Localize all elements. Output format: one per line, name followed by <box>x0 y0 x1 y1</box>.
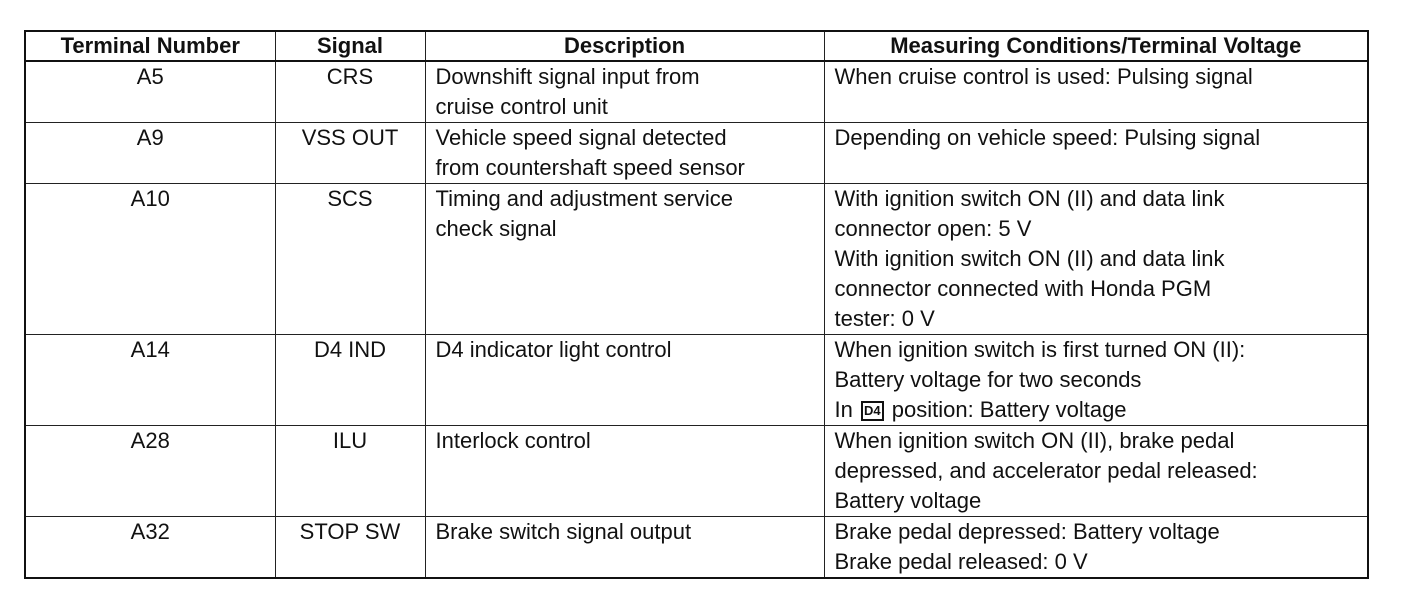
table-row <box>25 184 1368 335</box>
header-description: Description <box>425 31 824 61</box>
measuring-line: connector open: 5 V <box>834 216 1032 241</box>
description-line: from countershaft speed sensor <box>435 155 745 180</box>
signal-cell: CRS <box>275 61 425 123</box>
measuring-cell <box>824 61 1368 123</box>
description-line: D4 indicator light control <box>435 337 672 362</box>
terminal-number-cell: A10 <box>25 184 275 335</box>
measuring-line: Brake pedal released: 0 V <box>834 549 1088 574</box>
description-line: cruise control unit <box>435 94 608 119</box>
terminal-number-cell: A32 <box>25 517 275 579</box>
d4-position-symbol-icon: D4 <box>861 401 884 421</box>
measuring-cell <box>824 426 1368 517</box>
measuring-line: When cruise control is used: Pulsing signal <box>834 64 1253 89</box>
measuring-line-d4 <box>835 395 1358 425</box>
description-line: Interlock control <box>435 428 591 453</box>
measuring-line: Brake pedal depressed: Battery voltage <box>834 519 1220 544</box>
description-cell <box>425 335 824 426</box>
measuring-line: tester: 0 V <box>834 306 935 331</box>
description-cell <box>425 123 824 184</box>
table-row <box>25 123 1368 184</box>
signal-cell: VSS OUT <box>275 123 425 184</box>
measuring-line: connector connected with Honda PGM <box>834 276 1212 301</box>
measuring-line: Depending on vehicle speed: Pulsing signal <box>834 125 1261 150</box>
description-line: Vehicle speed signal detected <box>435 125 727 150</box>
measuring-cell <box>824 123 1368 184</box>
measuring-cell <box>824 335 1368 426</box>
measuring-line: When ignition switch ON (II), brake pedal <box>834 428 1235 453</box>
terminal-number-cell: A14 <box>25 335 275 426</box>
description-line: Downshift signal input from <box>435 64 700 89</box>
measuring-line: Battery voltage <box>834 488 982 513</box>
terminal-number-cell: A9 <box>25 123 275 184</box>
description-cell <box>425 517 824 579</box>
measuring-line: When ignition switch is first turned ON (II): <box>834 337 1246 362</box>
header-terminal-number: Terminal Number <box>25 31 275 61</box>
table-row <box>25 517 1368 579</box>
measuring-line: Battery voltage for two seconds <box>834 367 1142 392</box>
signal-cell: D4 IND <box>275 335 425 426</box>
measuring-line: depressed, and accelerator pedal released: <box>834 458 1258 483</box>
d4-prefix: In <box>834 397 853 422</box>
measuring-cell <box>824 517 1368 579</box>
terminal-number-cell: A28 <box>25 426 275 517</box>
signal-cell: SCS <box>275 184 425 335</box>
description-cell <box>425 61 824 123</box>
description-cell <box>425 184 824 335</box>
table-row <box>25 426 1368 517</box>
description-cell <box>425 426 824 517</box>
d4-suffix: position: Battery voltage <box>891 397 1127 422</box>
terminal-voltage-table <box>24 30 1369 579</box>
description-line: Timing and adjustment service <box>435 186 734 211</box>
signal-cell: ILU <box>275 426 425 517</box>
header-row <box>25 31 1368 61</box>
signal-cell: STOP SW <box>275 517 425 579</box>
table-row <box>25 61 1368 123</box>
header-measuring-conditions: Measuring Conditions/Terminal Voltage <box>824 31 1368 61</box>
terminal-number-cell: A5 <box>25 61 275 123</box>
measuring-line: With ignition switch ON (II) and data link <box>834 186 1225 211</box>
table-header <box>25 31 1368 61</box>
measuring-cell <box>824 184 1368 335</box>
measuring-line: With ignition switch ON (II) and data link <box>834 246 1225 271</box>
table-row <box>25 335 1368 426</box>
header-signal: Signal <box>275 31 425 61</box>
description-line: check signal <box>435 216 557 241</box>
description-line: Brake switch signal output <box>435 519 692 544</box>
